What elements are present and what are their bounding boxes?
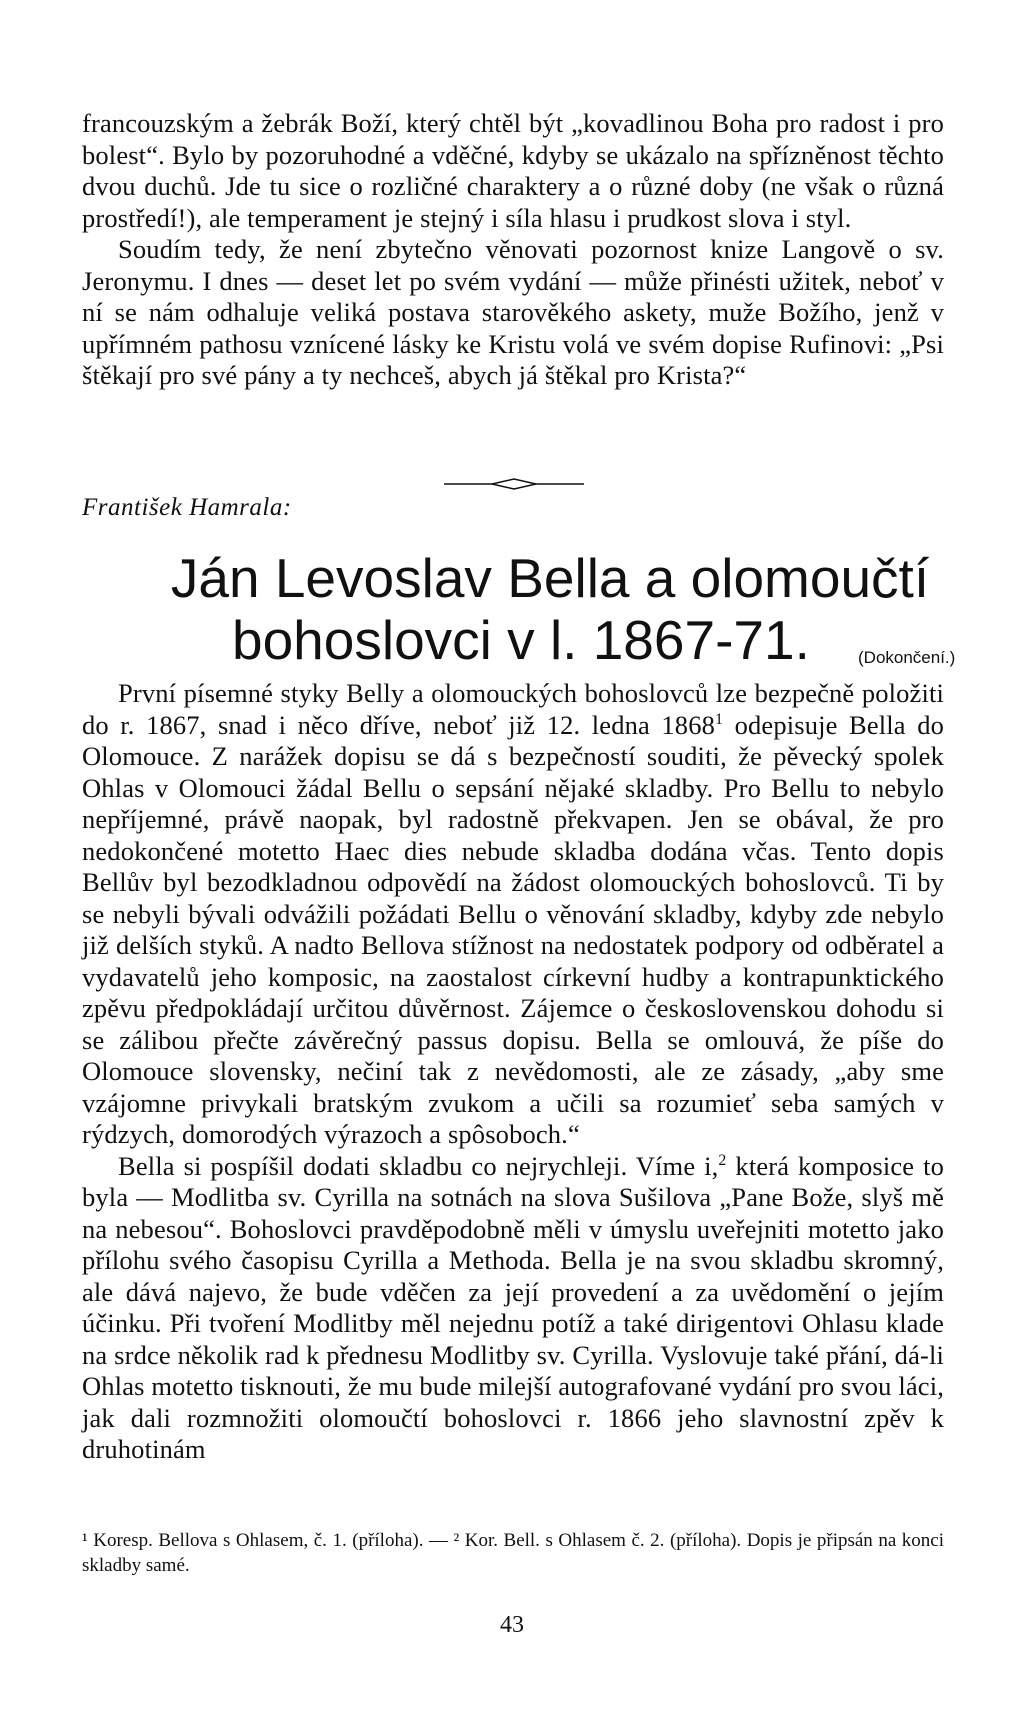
body-paragraph-1: [82, 678, 944, 1151]
body-paragraph-2: [82, 1151, 944, 1466]
article-title-note: (Dokončení.): [858, 648, 956, 667]
intro-paragraph-2: Soudím tedy, že není zbytečno věnovati pozornost knize Langově o sv. Jeronymu. I dnes — deset let po svém vydání — může přinésti užitek, neboť v ní se nám odhaluje veliká postava starověkého askety, muže Božího, jenž v upřímném pathosu vznícené lásky ke Kristu volá ve svém dopise Rufinovi: „Psi štěkají pro své pány a ty nechceš, abych já štěkal pro Krista?“: [82, 234, 944, 390]
footnotes: [82, 1528, 944, 1578]
body-paragraph-1-rest: odepisuje Bella do Olomouce. Z narážek dopisu se dá s bezpečností souditi, že pěvecký spolek Ohlas v Olomouci žádal Bellu o sepsání nějaké skladby. Pro Bellu to nebylo nepříjemné, právě naopak, byl radostně překvapen. Jen se obával, že pro nedokončené motetto Haec dies nebude skladba dodána včas. Tento dopis Bellův byl bezodkladnou odpovědí na žádost olomouckých bohoslovců. Ti by se nebyli bývali odvážili požádati Bellu o věnování skladby, kdyby zde nebylo již delších styků. A nadto Bellova stížnost na nedostatek podpory od odběratel a vydavatelů jeho komposic, na zaostalost církevní hudby a kontrapunktického zpěvu předpokládají určitou důvěrnost. Zájemce o československou dohodu si se zálibou přečte závěrečný passus dopisu. Bella se omlouvá, že píše do Olomouce slovensky, nečiní tak z nevědomosti, ale ze zásady, „aby sme vzájomne privykali bratským zvukom a učili sa rozumieť seba samých v rýdzych, domorodých výrazoch a spôsoboch.“: [82, 709, 944, 1149]
page-number: 43: [500, 1612, 524, 1638]
separator-ornament: [444, 478, 584, 490]
article-body: [82, 678, 944, 1466]
footnote-ref-1: 1: [715, 710, 724, 728]
author-name: František Hamrala:: [82, 494, 292, 521]
intro-paragraph-1: francouzským a žebrák Boží, který chtěl být „kovadlinou Boha pro radost i pro bolest“. Bylo by pozoruhodné a vděčné, kdyby se ukázalo na spřízněnost těchto dvou duchů. Jde tu sice o rozličné charaktery a o různé doby (ne však o různá prostředí!), ale temperament je stejný i síla hlasu i prudkost slova i styl.: [82, 108, 944, 233]
body-paragraph-2-start: Bella si pospíšil dodati skladbu co nejrychleji. Víme i,: [118, 1150, 719, 1181]
body-paragraph-1-start: První písemné styky Belly a olomouckých bohoslovců lze bezpečně položiti do r. 1867, snad i něco dříve, neboť již 12. ledna 1868: [82, 678, 944, 740]
body-paragraph-2-rest: která komposice to byla — Modlitba sv. Cyrilla na sotnách na slova Sušilova „Pane Bože, slyš mě na nebesou“. Bohoslovci pravděpodobně měli v úmyslu uveřejniti motetto jako přílohu svého časopisu Cyrilla a Methoda. Bella je na svou skladbu skromný, ale dává najevo, že bude vděčen za její provedení a za uvědomění o jejím účinku. Při tvoření Modlitby měl nejednu potíž a také dirigentovi Ohlasu klade na srdce několik rad k přednesu Modlitby sv. Cyrilla. Vyslovuje také přání, dá-li Ohlas motetto tisknouti, že mu bude milejší autografované vydání pro svou láci, jak dali rozmnožiti olomoučtí bohoslovci r. 1866 jeho slavnostní zpěv k druhotinám: [82, 1150, 944, 1464]
article-title-line-1: Ján Levoslav Bella a olomoučtí: [170, 547, 930, 609]
article-title-line-2: bohoslovci v l. 1867-71.: [232, 609, 810, 671]
intro-section: [82, 108, 944, 392]
footnote-ref-2: 2: [718, 1151, 727, 1169]
footnote-text: ¹ Koresp. Bellova s Ohlasem, č. 1. (příloha). — ² Kor. Bell. s Ohlasem č. 2. (příloha). Dopis je připsán na konci skladby samé.: [82, 1530, 944, 1576]
